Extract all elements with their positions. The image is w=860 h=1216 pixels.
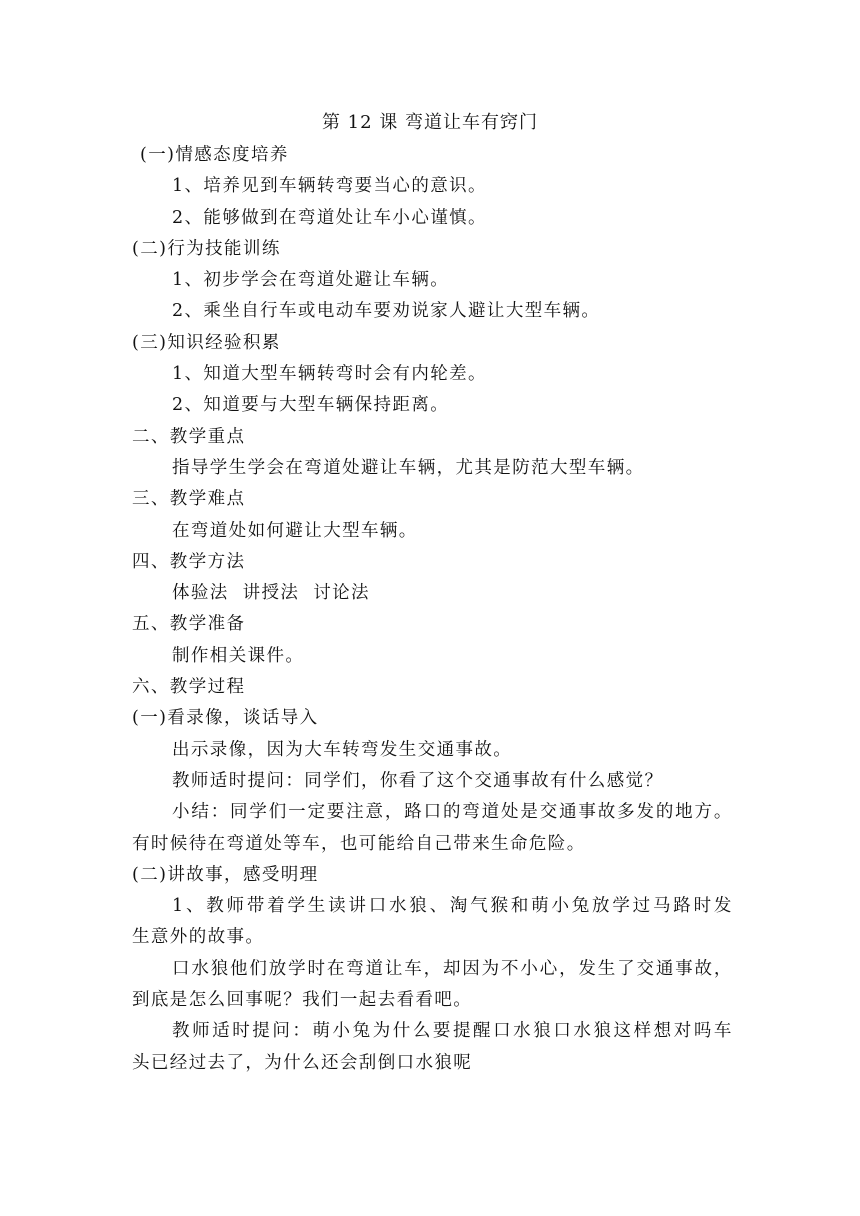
body-paragraph: 制作相关课件。 [172, 645, 305, 666]
document-body [132, 140, 732, 1079]
body-paragraph: 口水狼他们放学时在弯道让车，却因为不小心，发生了交通事故， [172, 958, 732, 979]
body-paragraph-continuation: 头已经过去了，为什么还会刮倒口水狼呢 [132, 1052, 473, 1073]
body-paragraph: 在弯道处如何避让大型车辆。 [172, 520, 418, 541]
section-heading: (三)知识经验积累 [132, 332, 281, 353]
section-heading: (二)行为技能训练 [132, 238, 281, 259]
lesson-title: 第 12 课 弯道让车有窍门 [321, 112, 539, 133]
body-paragraph: 教师适时提问：同学们，你看了这个交通事故有什么感觉？ [172, 770, 664, 791]
body-paragraph-continuation: 到底是怎么回事呢？我们一起去看看吧。 [132, 990, 473, 1011]
body-paragraph: 指导学生学会在弯道处避让车辆，尤其是防范大型车辆。 [172, 457, 645, 478]
body-paragraph-continuation: 生意外的故事。 [132, 927, 265, 948]
body-paragraph: 小结：同学们一定要注意，路口的弯道处是交通事故多发的地方。 [172, 802, 732, 823]
section-heading: (一)看录像，谈话导入 [132, 708, 319, 729]
section-heading: 六、教学过程 [132, 677, 246, 698]
section-heading: 二、教学重点 [132, 426, 246, 447]
body-paragraph: 1、知道大型车辆转弯时会有内轮差。 [172, 364, 487, 385]
section-heading: (二)讲故事，感受明理 [132, 864, 319, 885]
body-paragraph: 2、知道要与大型车辆保持距离。 [172, 395, 450, 416]
body-paragraph: 体验法 讲授法 讨论法 [172, 583, 370, 604]
body-paragraph: 1、初步学会在弯道处避让车辆。 [172, 270, 450, 291]
section-heading: 五、教学准备 [132, 614, 246, 635]
body-paragraph: 2、乘坐自行车或电动车要劝说家人避让大型车辆。 [172, 301, 601, 322]
section-heading: (一)情感态度培养 [140, 145, 289, 165]
body-paragraph-continuation: 有时候待在弯道处等车，也可能给自己带来生命危险。 [132, 833, 586, 854]
body-paragraph: 教师适时提问：萌小兔为什么要提醒口水狼口水狼这样想对吗车 [172, 1021, 732, 1042]
body-paragraph: 2、能够做到在弯道处让车小心谨慎。 [172, 207, 487, 228]
section-heading: 三、教学难点 [132, 489, 246, 510]
body-paragraph: 1、培养见到车辆转弯要当心的意识。 [172, 176, 487, 197]
body-paragraph: 1、教师带着学生读讲口水狼、淘气猴和萌小兔放学过马路时发 [172, 896, 732, 917]
body-paragraph: 出示录像，因为大车转弯发生交通事故。 [172, 739, 513, 760]
section-heading: 四、教学方法 [132, 551, 246, 572]
